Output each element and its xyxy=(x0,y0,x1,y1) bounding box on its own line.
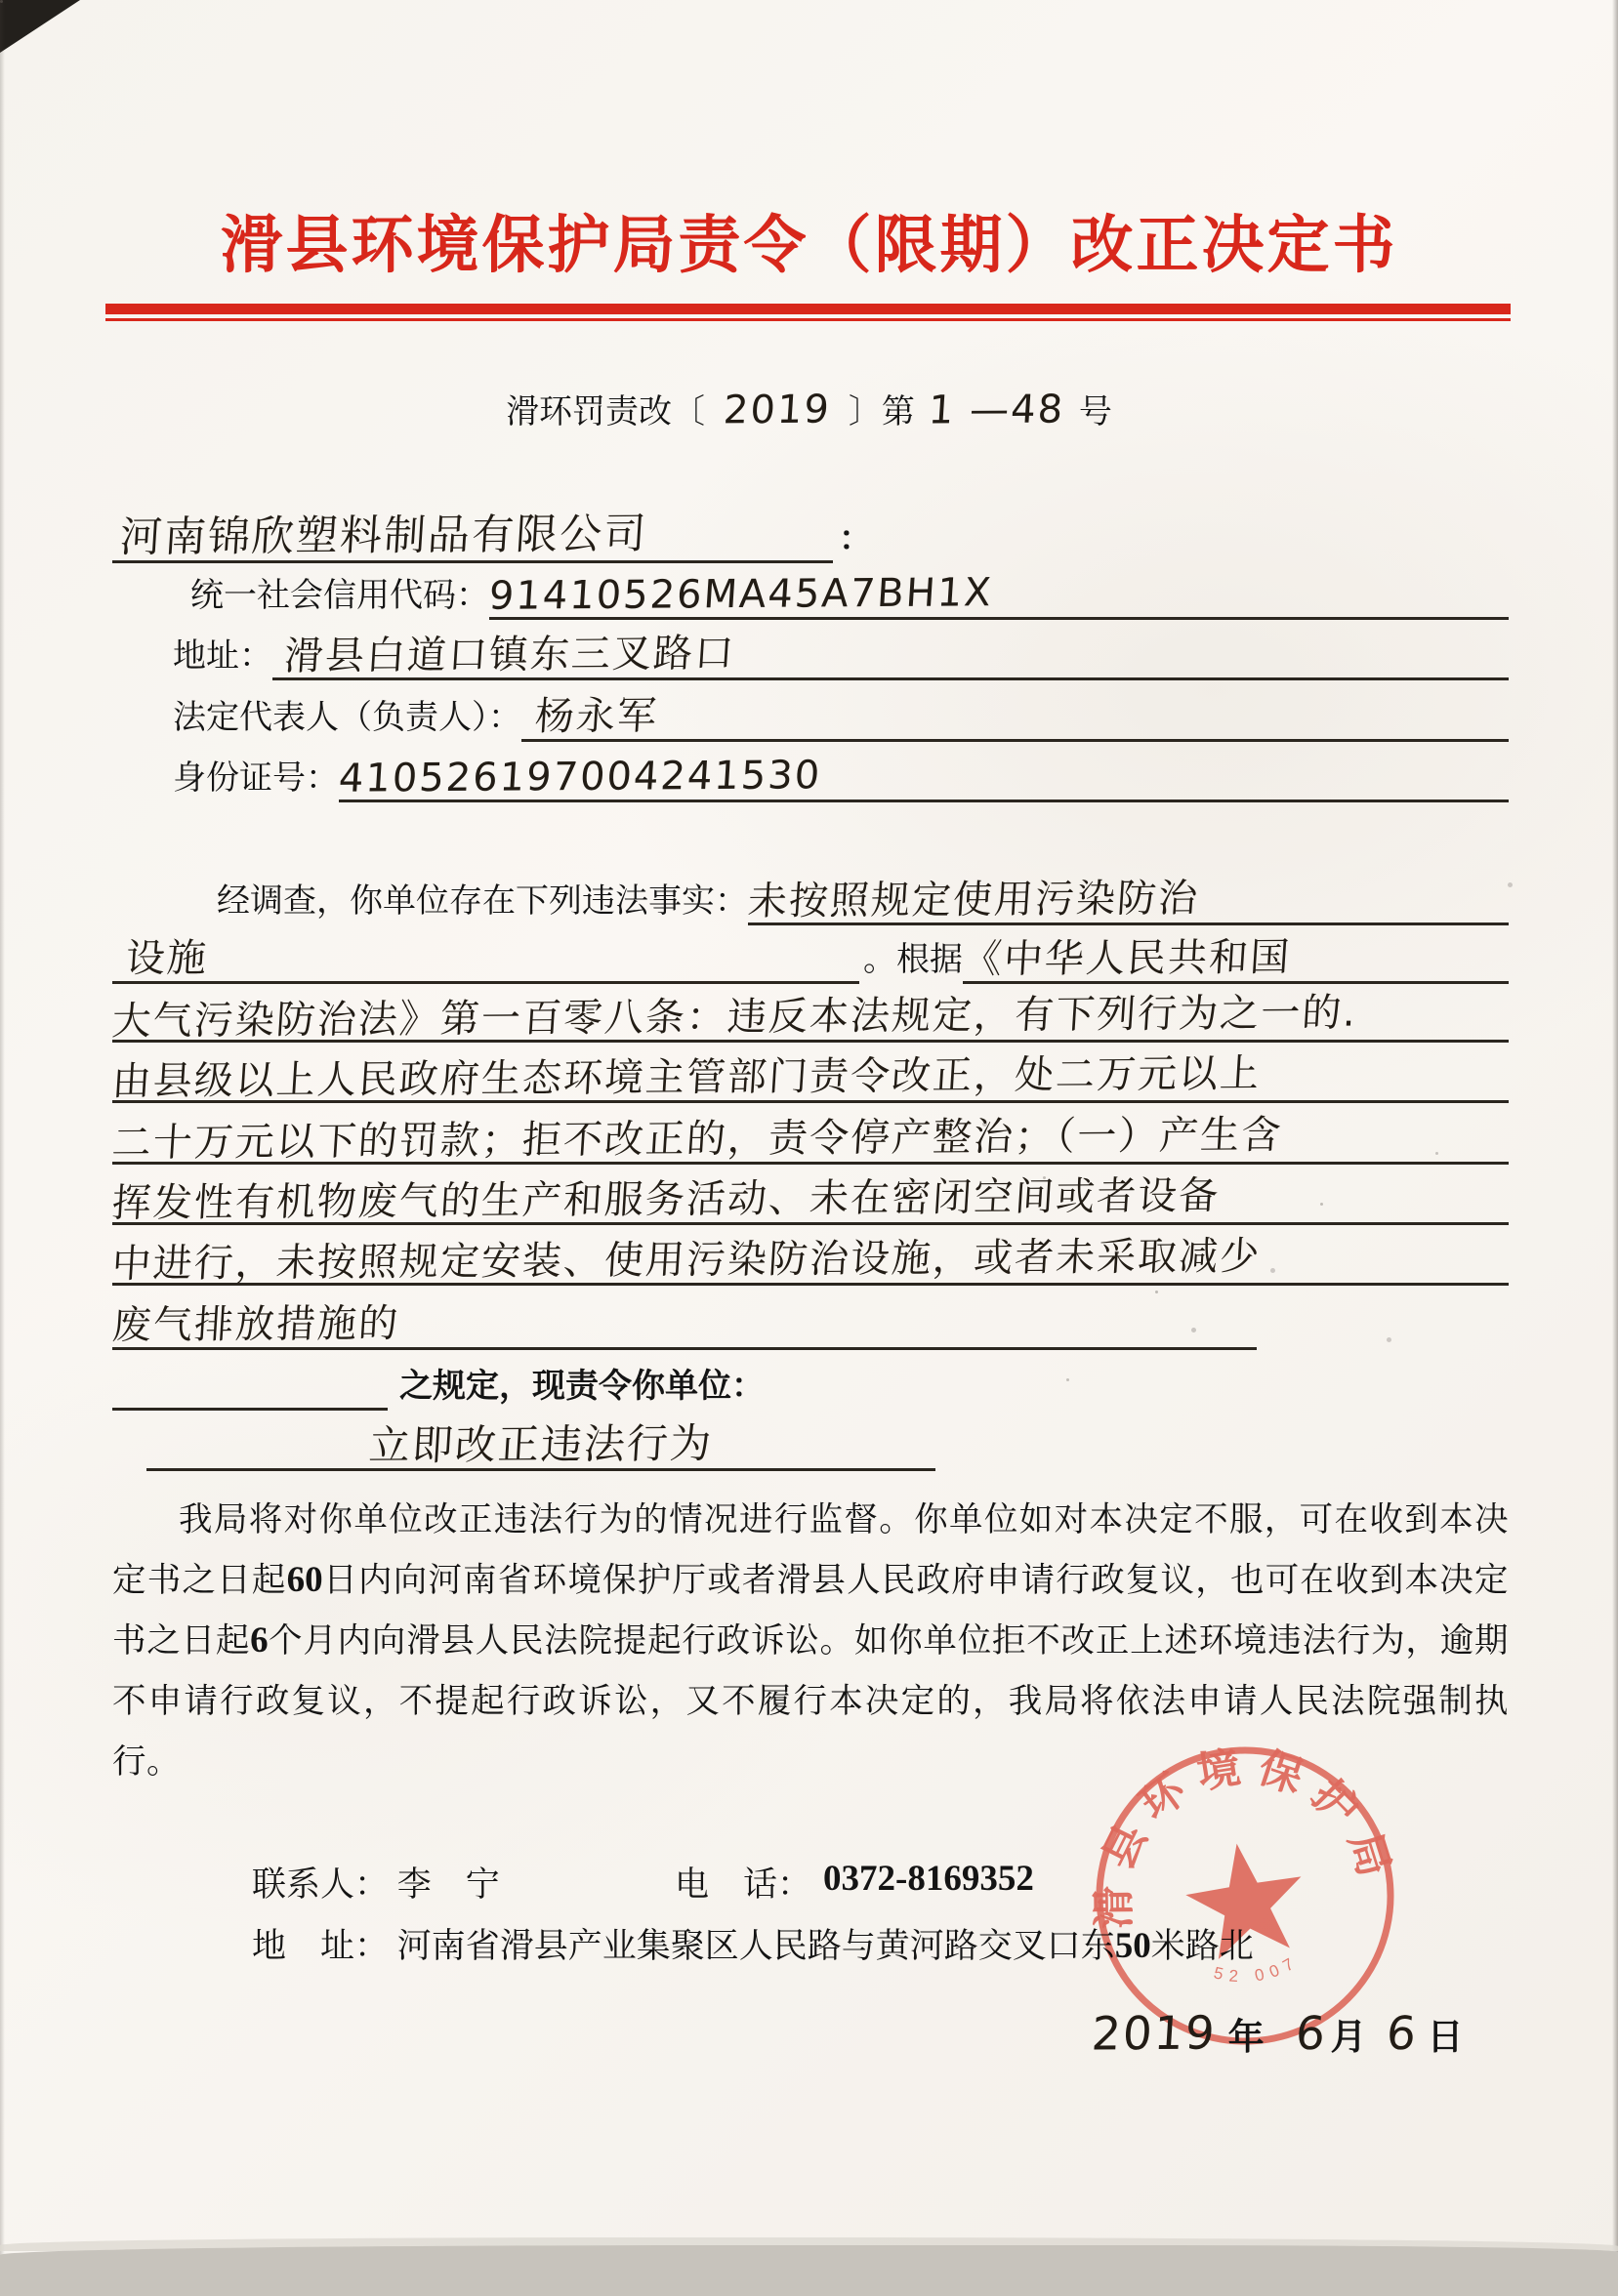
doc-number-suffix: 号 xyxy=(1078,394,1112,430)
blank-underline xyxy=(112,1406,388,1411)
header-rule-thin xyxy=(105,318,1511,321)
law-text-row-2 xyxy=(112,1046,1509,1103)
law-text-line-2: 由县级以上人民政府生态环境主管部门责令改正，处二万元以上 xyxy=(110,1050,1263,1105)
field-row-address xyxy=(112,626,1509,680)
body-months-6: 6 xyxy=(250,1620,269,1660)
contact-phone-label: 电 话： xyxy=(675,1866,812,1904)
order-content-row xyxy=(112,1414,1509,1471)
date-year-handwritten: 2019 xyxy=(1090,2006,1219,2062)
findings-intro-row xyxy=(112,869,1509,925)
findings-fact-line2: 设施 xyxy=(124,935,210,982)
seal-code-text: 52 007 xyxy=(1212,1950,1304,1987)
order-content-handwritten: 立即改正违法行为 xyxy=(367,1418,715,1470)
contact-phone-number: 0372-8169352 xyxy=(823,1859,1034,1899)
law-text-row-3 xyxy=(112,1108,1509,1165)
findings-fact-continuation-row xyxy=(112,927,1509,984)
date-month-label: 月 xyxy=(1330,2018,1367,2058)
recipient-colon: ： xyxy=(839,521,872,557)
decision-date xyxy=(1092,2007,1463,2060)
law-text-line-6: 废气排放措施的 xyxy=(110,1300,401,1349)
doc-number-year-handwritten: 2019 xyxy=(722,387,832,433)
seal-agency-text: 滑县环境保护局 xyxy=(1090,1742,1402,1930)
order-intro-row xyxy=(112,1354,1509,1411)
law-text-row-1 xyxy=(112,986,1509,1043)
date-day-label: 日 xyxy=(1427,2018,1464,2058)
field-label-id-number: 身份证号： xyxy=(173,760,339,797)
recipient-line xyxy=(112,507,1509,563)
field-label-legal-representative: 法定代表人（负责人）： xyxy=(173,700,521,736)
document-number-line xyxy=(0,385,1618,432)
law-text-row-5 xyxy=(112,1229,1509,1286)
law-text-row-4 xyxy=(112,1168,1509,1225)
contact-address-seg2: 米路北 xyxy=(1150,1927,1254,1965)
date-year-label: 年 xyxy=(1227,2018,1265,2058)
findings-period-genju: 。根据 xyxy=(863,942,963,978)
field-value-address: 滑县白道口镇东三叉路口 xyxy=(282,631,737,679)
law-citation-open: 《中华人民共和国 xyxy=(961,934,1293,983)
findings-fact-line1: 未按照规定使用污染防治 xyxy=(746,876,1201,924)
svg-text:52 007 xyxy=(1210,1950,1305,1992)
doc-number-middle: 〕第 xyxy=(848,394,915,430)
document-title: 滑县环境保护局责令（限期）改正决定书 xyxy=(220,211,1398,280)
contact-address-seg1: 河南省滑县产业集聚区人民路与黄河路交叉口东 xyxy=(396,1927,1115,1965)
field-value-id-number: 410526197004241530 xyxy=(337,753,823,801)
seal-star-icon xyxy=(1179,1834,1311,1962)
order-intro: 之规定，现责令你单位： xyxy=(399,1369,765,1405)
law-text-row-6 xyxy=(112,1293,1509,1350)
law-text-line-4: 挥发性有机物废气的生产和服务活动、未在密闭空间或者设备 xyxy=(110,1173,1222,1226)
field-row-id-number xyxy=(112,748,1509,802)
field-label-address: 地址： xyxy=(173,638,272,675)
paper-bottom-edge-shadow xyxy=(0,2245,1618,2296)
contact-address-num: 50 xyxy=(1114,1926,1151,1966)
scan-left-edge xyxy=(0,0,5,2296)
field-value-credit-code: 91410526MA45A7BH1X xyxy=(487,570,995,619)
law-text-line-3: 二十万元以下的罚款；拒不改正的，责令停产整治；（一）产生含 xyxy=(110,1112,1284,1167)
body-seg3: 个月内向滑县人民法院提起行政诉讼。如你单位拒不改正上述环境违法行为，逾期不申请行政复议，不提起行政诉讼，又不履行本决定的，我局将依法申请人民法院强制执行。 xyxy=(112,1622,1510,1781)
contact-person-label: 联系人： xyxy=(252,1866,390,1904)
header-rule-thick xyxy=(105,304,1511,314)
body-days-60: 60 xyxy=(286,1560,323,1600)
contact-person-name: 李 宁 xyxy=(396,1866,500,1904)
field-value-legal-representative: 杨永军 xyxy=(533,693,660,740)
field-label-credit-code: 统一社会信用代码： xyxy=(190,578,489,614)
body-seg1: 我局将对你单位改正违法行为的情况进行监督。你单位如对本决定不服，可在收到本决定书之日起 xyxy=(112,1501,1509,1599)
scan-noise-speckles xyxy=(0,0,3,3)
field-row-legal-representative xyxy=(112,687,1509,742)
contact-address-label: 地 址： xyxy=(252,1927,390,1965)
doc-number-prefix: 滑环罚责改〔 xyxy=(506,394,706,430)
scan-right-edge xyxy=(1612,0,1618,2296)
scan-corner-shadow xyxy=(0,0,80,53)
recipient-company-name: 河南锦欣塑料制品有限公司 xyxy=(118,509,649,562)
law-text-line-1: 大气污染防治法》第一百零八条：违反本法规定，有下列行为之一的. xyxy=(110,990,1359,1045)
body-seg2: 日内向河南省环境保护厅或者滑县人民政府申请行政复议，也可在收到本决定书之日起 xyxy=(112,1562,1509,1660)
findings-intro: 经调查，你单位存在下列违法事实： xyxy=(217,883,748,920)
law-text-line-5: 中进行，未按照规定安装、使用污染防治设施，或者未采取减少 xyxy=(110,1233,1263,1288)
date-day-handwritten: 6 xyxy=(1384,2006,1420,2062)
field-row-credit-code xyxy=(112,565,1509,620)
date-month-handwritten: 6 xyxy=(1293,2006,1329,2062)
doc-number-serial-handwritten: 1 —48 xyxy=(927,387,1066,433)
